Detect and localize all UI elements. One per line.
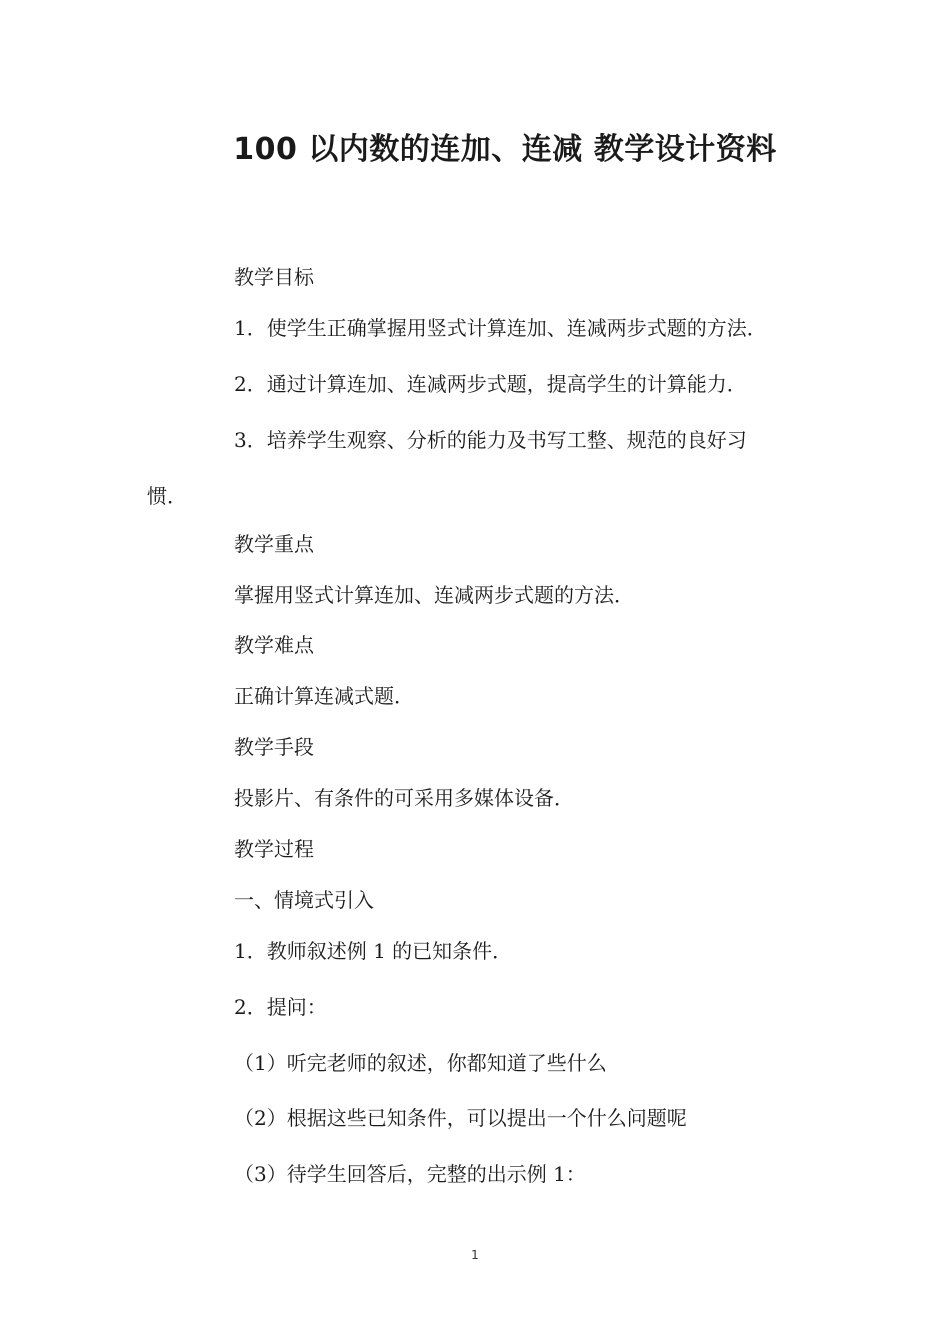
heading-teaching-goals: 教学目标 bbox=[234, 265, 314, 289]
process-section-1: 一、情境式引入 bbox=[234, 888, 374, 912]
page-number: 1 bbox=[471, 1248, 479, 1262]
heading-teaching-process: 教学过程 bbox=[234, 837, 314, 861]
process-item-2: 2．提问： bbox=[234, 995, 327, 1019]
goal-item-2: 2．通过计算连加、连减两步式题，提高学生的计算能力． bbox=[234, 372, 747, 396]
difficulties-text: 正确计算连减式题． bbox=[234, 684, 414, 708]
process-item-1: 1．教师叙述例 1 的已知条件． bbox=[234, 939, 513, 963]
goal-item-3-continuation: 惯． bbox=[147, 484, 187, 508]
question-1: （1）听完老师的叙述，你都知道了些什么 bbox=[234, 1051, 607, 1075]
heading-teaching-means: 教学手段 bbox=[234, 735, 314, 759]
goal-item-1: 1．使学生正确掌握用竖式计算连加、连减两步式题的方法． bbox=[234, 316, 767, 340]
heading-difficulties: 教学难点 bbox=[234, 633, 314, 657]
document-title: 100 以内数的连加、连减 教学设计资料 bbox=[233, 132, 777, 167]
teaching-means-text: 投影片、有条件的可采用多媒体设备． bbox=[234, 786, 574, 810]
goal-item-3: 3．培养学生观察、分析的能力及书写工整、规范的良好习 bbox=[234, 428, 747, 452]
question-3: （3）待学生回答后，完整的出示例 1： bbox=[234, 1162, 586, 1186]
heading-key-points: 教学重点 bbox=[234, 532, 314, 556]
question-2: （2）根据这些已知条件，可以提出一个什么问题呢 bbox=[234, 1106, 687, 1130]
key-points-text: 掌握用竖式计算连加、连减两步式题的方法． bbox=[234, 583, 634, 607]
